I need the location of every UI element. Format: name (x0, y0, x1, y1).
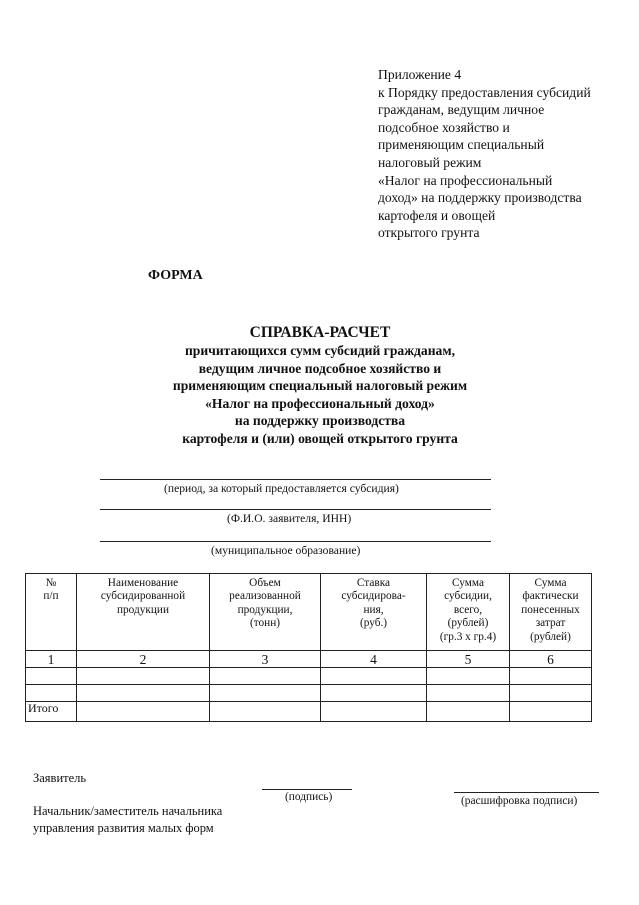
table-row (26, 668, 592, 685)
table-cell[interactable] (321, 702, 427, 722)
municipality-line[interactable] (100, 541, 491, 542)
appendix-line: налоговый режим (378, 154, 482, 170)
header-text: Наименование субсидированной продукции (100, 577, 186, 616)
header-text: Ставка субсидирова- ния, (руб.) (341, 577, 406, 630)
signature-caption: (подпись) (285, 791, 333, 803)
decoding-caption: (расшифровка подписи) (461, 795, 578, 807)
table-cell[interactable] (427, 702, 510, 722)
appendix-line: Приложение 4 (378, 67, 462, 82)
title-line: «Налог на профессиональный доход» (205, 395, 435, 411)
title-line: применяющим специальный налоговый режим (172, 378, 468, 393)
header-text: № п/п (43, 577, 59, 603)
table-cell[interactable] (510, 668, 592, 685)
appendix-line: картофеля и овощей (378, 207, 496, 223)
table-cell[interactable] (427, 685, 510, 702)
table-cell[interactable] (26, 668, 77, 685)
column-number: 3 (210, 651, 321, 668)
title-line: ведущим личное подсобное хозяйство и (198, 360, 442, 376)
table-cell[interactable] (510, 702, 592, 722)
table-cell[interactable] (26, 685, 77, 702)
total-row (26, 702, 592, 722)
appendix-line: применяющим специальный (378, 137, 545, 153)
header-cell (77, 574, 210, 651)
title-line: на поддержку производства (234, 413, 406, 428)
title-line: картофеля и (или) овощей открытого грунта (182, 430, 458, 446)
total-label-cell (26, 702, 210, 722)
header-cell (210, 574, 321, 651)
appendix-line: к Порядку предоставления субсидий (378, 84, 591, 100)
table-cell[interactable] (210, 685, 321, 702)
head-position (33, 803, 222, 837)
appendix-line: доход» на поддержку производства (378, 190, 582, 206)
period-line[interactable] (100, 479, 491, 480)
header-cell (427, 574, 510, 651)
signature-line[interactable] (262, 789, 352, 790)
period-caption: (период, за который предоставляется субсидия) (164, 482, 399, 495)
appendix-line: подсобное хозяйство и (378, 119, 510, 135)
head-position-line: Начальник/заместитель начальника (33, 804, 223, 818)
header-text: Объем реализованной продукции, (тонн) (229, 577, 301, 630)
table-cell[interactable] (77, 685, 210, 702)
calculation-table (25, 573, 592, 722)
appendix-line: «Налог на профессиональный (378, 172, 553, 188)
table-cell[interactable] (210, 702, 321, 722)
appendix-note (378, 66, 628, 242)
header-text: Сумма субсидии, всего, (рублей) (гр.3 х гр.4) (439, 577, 497, 643)
header-text: Сумма фактически понесенных затрат (рублей) (521, 577, 580, 643)
title-line: причитающихся сумм субсидий гражданам, (184, 343, 456, 358)
column-number-row (26, 651, 592, 668)
header-cell (510, 574, 592, 651)
applicant-label: Заявитель (33, 771, 87, 785)
column-number: 4 (321, 651, 427, 668)
column-number: 2 (77, 651, 210, 668)
applicant-caption: (Ф.И.О. заявителя, ИНН) (227, 512, 352, 525)
header-cell (321, 574, 427, 651)
table-cell[interactable] (321, 685, 427, 702)
decoding-line[interactable] (454, 792, 599, 793)
applicant-line[interactable] (100, 509, 491, 510)
total-label: Итого (26, 702, 77, 721)
form-label: ФОРМА (148, 268, 203, 283)
table-cell[interactable] (321, 668, 427, 685)
appendix-line: гражданам, ведущим личное (378, 102, 545, 118)
table-cell[interactable] (427, 668, 510, 685)
table-cell[interactable] (77, 702, 209, 721)
appendix-line: открытого грунта (378, 225, 480, 241)
title-main: СПРАВКА-РАСЧЕТ (249, 324, 391, 341)
column-number: 1 (26, 651, 77, 668)
municipality-caption: (муниципальное образование) (211, 544, 361, 557)
column-number: 6 (510, 651, 592, 668)
head-position-line: управления развития малых форм (33, 821, 214, 835)
table-cell[interactable] (210, 668, 321, 685)
table-header-row (26, 574, 592, 651)
column-number: 5 (427, 651, 510, 668)
table-cell[interactable] (510, 685, 592, 702)
document-title (120, 323, 520, 447)
header-cell (26, 574, 77, 651)
table-cell[interactable] (77, 668, 210, 685)
table-row (26, 685, 592, 702)
